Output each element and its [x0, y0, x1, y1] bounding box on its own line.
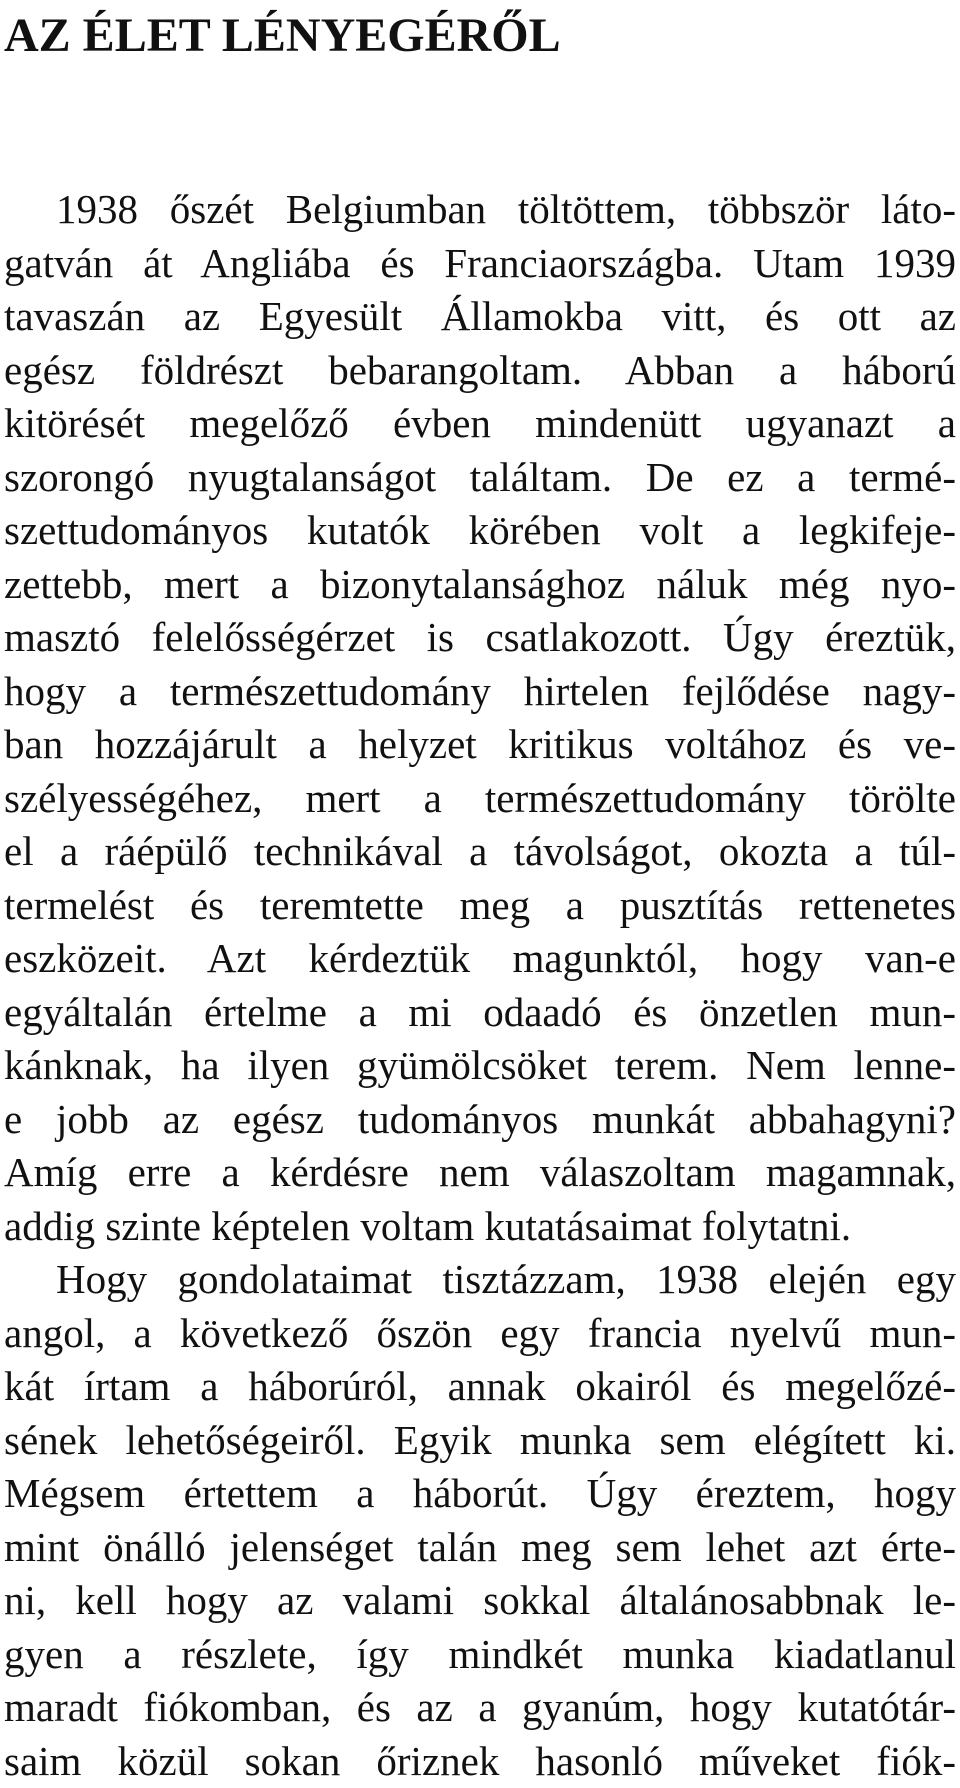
text-line: ni, kell hogy az valami sokkal általánosabbnak le-: [4, 1574, 956, 1628]
text-line: szélyességéhez, mert a természettudomány törölte: [4, 772, 956, 826]
text-line: zettebb, mert a bizonytalansághoz náluk még nyo-: [4, 558, 956, 612]
text-line: egyáltalán értelme a mi odaadó és önzetlen mun-: [4, 986, 956, 1040]
text-line: kánknak, ha ilyen gyümölcsöket terem. Nem lenne-: [4, 1039, 956, 1093]
text-line: termelést és teremtette meg a pusztítás rettenetes: [4, 879, 956, 933]
text-line: Hogy gondolataimat tisztázzam, 1938 elején egy: [4, 1253, 956, 1307]
text-line: mint önálló jelenséget talán meg sem lehet azt érte-: [4, 1521, 956, 1575]
text-line: maradt fiókomban, és az a gyanúm, hogy kutatótár-: [4, 1681, 956, 1735]
paragraph-container: [4, 183, 956, 1788]
body-text: [4, 183, 956, 1788]
text-line: eszközeit. Azt kérdeztük magunktól, hogy van-e: [4, 932, 956, 986]
text-line: masztó felelősségérzet is csatlakozott. Úgy éreztük,: [4, 611, 956, 665]
text-line: szorongó nyugtalanságot találtam. De ez a termé-: [4, 451, 956, 505]
text-line: kitörését megelőző évben mindenütt ugyanazt a: [4, 397, 956, 451]
text-line: el a ráépülő technikával a távolságot, okozta a túl-: [4, 825, 956, 879]
text-line: addig szinte képtelen voltam kutatásaimat folytatni.: [4, 1200, 956, 1254]
text-line: gyen a részlete, így mindkét munka kiadatlanul: [4, 1628, 956, 1682]
text-line: angol, a következő őszön egy francia nyelvű mun-: [4, 1307, 956, 1361]
text-line: Mégsem értettem a háborút. Úgy éreztem, hogy: [4, 1467, 956, 1521]
text-line: saim közül sokan őriznek hasonló műveket fiók-: [4, 1735, 956, 1788]
text-line: tavaszán az Egyesült Államokba vitt, és ott az: [4, 290, 956, 344]
text-line: e jobb az egész tudományos munkát abbahagyni?: [4, 1093, 956, 1147]
text-line: 1938 őszét Belgiumban töltöttem, többször láto-: [4, 183, 956, 237]
text-line: szettudományos kutatók körében volt a legkifeje-: [4, 504, 956, 558]
text-line: ban hozzájárult a helyzet kritikus voltához és ve-: [4, 718, 956, 772]
text-line: hogy a természettudomány hirtelen fejlődése nagy-: [4, 665, 956, 719]
text-line: Amíg erre a kérdésre nem válaszoltam magamnak,: [4, 1146, 956, 1200]
text-line: sének lehetőségeiről. Egyik munka sem elégített ki.: [4, 1414, 956, 1468]
chapter-title: AZ ÉLET LÉNYEGÉRŐL: [4, 8, 561, 64]
text-line: egész földrészt bebarangoltam. Abban a háború: [4, 344, 956, 398]
text-line: gatván át Angliába és Franciaországba. Utam 1939: [4, 237, 956, 291]
text-line: kát írtam a háborúról, annak okairól és megelőzé-: [4, 1360, 956, 1414]
